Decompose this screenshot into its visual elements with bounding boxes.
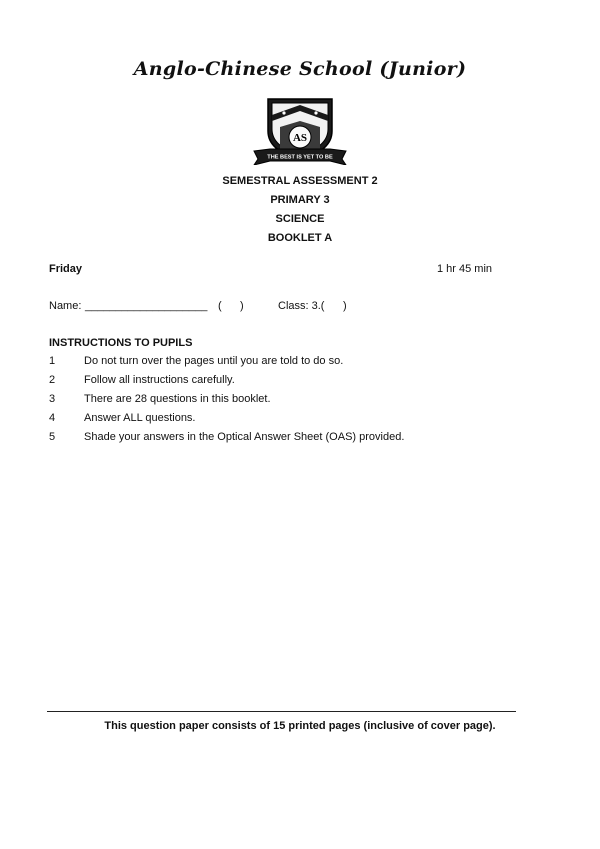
- instruction-number: 4: [49, 412, 56, 424]
- name-blank: ____________________: [85, 300, 208, 312]
- exam-day: Friday: [49, 263, 83, 275]
- name-label: Name:: [49, 300, 82, 312]
- instructions-heading: INSTRUCTIONS TO PUPILS: [49, 337, 193, 349]
- exam-booklet: BOOKLET A: [267, 232, 333, 244]
- instruction-number: 5: [49, 431, 56, 443]
- exam-subject: SCIENCE: [275, 213, 325, 225]
- index-number-field: ( ): [218, 300, 244, 312]
- exam-title: SEMESTRAL ASSESSMENT 2: [222, 175, 378, 187]
- crest-initials: AS: [292, 132, 308, 144]
- instruction-text: Shade your answers in the Optical Answer Sheet (OAS) provided.: [84, 431, 405, 443]
- instruction-text: Follow all instructions carefully.: [84, 374, 235, 386]
- exam-level: PRIMARY 3: [270, 194, 330, 206]
- exam-duration: 1 hr 45 min: [437, 263, 493, 275]
- crest-motto: THE BEST IS YET TO BE: [267, 154, 333, 161]
- instruction-number: 1: [49, 355, 56, 367]
- class-close: ): [343, 300, 347, 312]
- school-crest-icon: [250, 93, 350, 165]
- instruction-text: Answer ALL questions.: [84, 412, 196, 424]
- class-label: Class: 3.(: [278, 300, 325, 312]
- instruction-text: Do not turn over the pages until you are told to do so.: [84, 355, 344, 367]
- instruction-number: 3: [49, 393, 56, 405]
- instruction-text: There are 28 questions in this booklet.: [84, 393, 271, 405]
- school-name: Anglo-Chinese School (Junior): [133, 58, 467, 80]
- page-count-note: This question paper consists of 15 printed pages (inclusive of cover page).: [104, 720, 496, 732]
- instruction-number: 2: [49, 374, 56, 386]
- footer-divider: [47, 711, 516, 712]
